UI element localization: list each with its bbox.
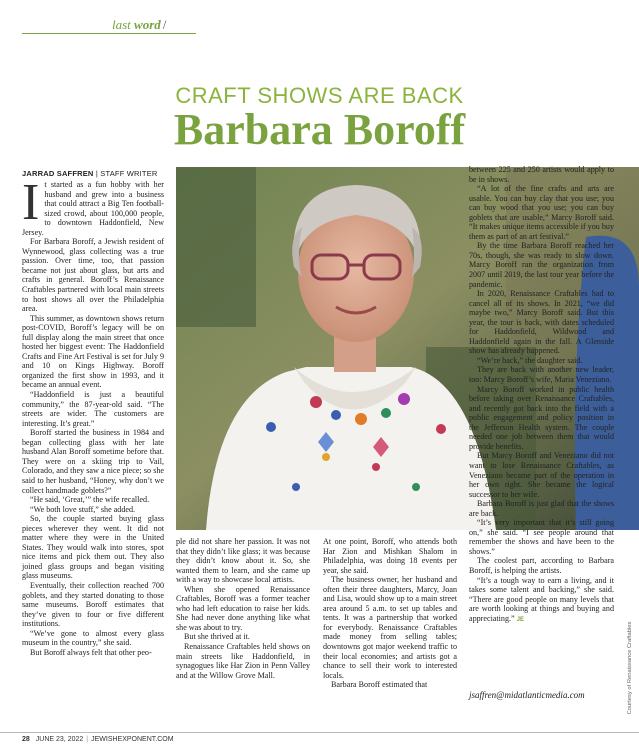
- footer-separator: |: [86, 736, 89, 743]
- author-email[interactable]: jsaffren@midatlanticmedia.com: [469, 690, 585, 700]
- paragraph: ple did not share her passion. It was not that they didn’t like glass; it was because they didn’t know about it. So, she wanted them to learn, and she came up with a way to showcase local artists.: [176, 537, 310, 585]
- paragraph: Barbara Boroff estimated that: [331, 680, 428, 690]
- paragraph: Marcy Boroff worked in public health before taking over Renaissance Craftables, and recently got back into the field with a public engagement and policy position in the Jefferson Health system. The couple needed one job between them that would provide benefits.: [469, 384, 614, 451]
- paragraph: Boroff started the business in 1984 and began collecting glass with her late husband Alan Boroff sometime before that. They were on a skiing trip to Vail, Colorado, and they saw a nice piece; so she said to her husband, “Honey, why don’t we collect handmade goblets?”: [22, 428, 164, 495]
- paragraph: It started as a fun hobby with her husband and grew into a business that could attract a Big Ten football-sized crowd, about 100,000 people, to downtown Haddonfield, New Jersey.: [22, 174, 164, 237]
- end-mark: JE: [516, 616, 524, 623]
- paragraph: They are back with another new leader, too: Marcy Boroff’s wife, Maria Veneziano.: [469, 365, 614, 385]
- paragraph: Barbara Boroff is just glad that the shows are back.: [469, 499, 614, 518]
- paragraph: But Marcy Boroff and Veneziano did not want to lose Renaissance Craftables, as Veneziano became part of the operation in her own right. She became the logical successor to her wife.: [469, 451, 614, 499]
- paragraph: When she opened Renaissance Craftables, Boroff was a former teacher who had left education to raise her kids. She had never done anything like what she was about to try.: [176, 584, 310, 632]
- column-2: [176, 537, 310, 680]
- footer-rule: [0, 732, 639, 733]
- paragraph: So, the couple started buying glass pieces wherever they went. It did not matter where they were in the United States. They would walk into stores, spot nice items and pick them out. They also joined glass groups and began visiting glass museums.: [22, 514, 164, 581]
- paragraph: Renaissance Craftables held shows on main streets like Haddonfield, in synagogues like Har Zion in Penn Valley and at the Willow Grove Mall.: [176, 642, 310, 680]
- paragraph: By the time Barbara Boroff reached her 70s, though, she was ready to slow down. Marcy Boroff ran the organization from 2007 until 2019, the last tour year before the pandemic.: [469, 241, 614, 289]
- byline-role: | STAFF WRITER: [93, 169, 158, 178]
- paragraph: But Boroff always felt that other peo-: [30, 647, 152, 657]
- column-4: [469, 165, 614, 625]
- paragraph: This summer, as downtown shows return post-COVID, Boroff’s legacy will be on full display along the main street that once hosted her biggest event: The Haddonfield Crafts and Fine Art Festival is set for July 9 and 10 on Kings Highway. Boroff organized the first show in 1993, and it became an annual event.: [22, 313, 164, 390]
- paragraph: “Haddonfield is just a beautiful community,” the 87-year-old said. “The streets are wider. The customers are interesting. It’s great.”: [22, 390, 164, 428]
- section-kicker: [112, 17, 166, 33]
- kicker-bold: word: [134, 17, 161, 32]
- paragraph: “It’s very important that it’s still going on,” she said. “I see people around that remember the shows and have been to the shows.”: [469, 518, 614, 556]
- issue-date: JUNE 23, 2022: [35, 736, 84, 743]
- paragraph: Eventually, their collection reached 700 goblets, and they started donating to those same museums. Boroff estimates that they’ve given to four or five different institutions.: [22, 580, 164, 629]
- paragraph: “We both love stuff,” she added.: [30, 504, 136, 514]
- paragraph: between 225 and 250 artists would apply to be in shows.: [469, 165, 614, 184]
- paragraph: “A lot of the fine crafts and arts are usable. You can buy clay that you use; you can buy wood that you use; you can buy goblets that are usable,” Marcy Boroff said. “It makes unique items accessible if you buy them as part of an art festival.”: [469, 184, 614, 241]
- paragraph: In 2020, Renaissance Craftables had to cancel all of its shows. In 2021, “we did maybe two,” Marcy Boroff said. But this year, the tour is back, with dates scheduled for Haddonfield, Wildwood and Haddonfield again in the fall. A Glenside show has already happened.: [469, 289, 614, 356]
- paragraph: The coolest part, according to Barbara Boroff, is helping the artists.: [469, 556, 614, 575]
- paragraph: But she thrived at it.: [184, 632, 250, 642]
- photo-credit: Courtesy of Renaissance Craftables: [627, 621, 633, 715]
- column-3: [323, 537, 457, 690]
- page-number: 28: [22, 736, 30, 743]
- paragraph: At one point, Boroff, who attends both Har Zion and Mishkan Shalom in Philadelphia, was doing 18 events per year, she said.: [323, 537, 457, 575]
- kicker-light: last: [112, 17, 135, 32]
- byline-author: JARRAD SAFFREN: [22, 169, 94, 178]
- site-link[interactable]: JEWISHEXPONENT.COM: [91, 736, 174, 743]
- footer: [22, 736, 174, 743]
- paragraph: For Barbara Boroff, a Jewish resident of Wynnewood, glass collecting was a true passion. Over time, too, that passion became not just about glass, but arts and crafts in general. Boroff’s Renaissance Craftables partnered with local main streets to host shows all over the Philadelphia area.: [22, 237, 164, 314]
- paragraph: “We’ve gone to almost every glass museum in the country,” she said.: [22, 628, 164, 648]
- headline: Barbara Boroff: [173, 105, 466, 154]
- paragraph: “It’s a tough way to earn a living, and it takes some talent and backing,” she said. “There are good people on many levels that are worth looking at things and buying and appreciating.” JE: [469, 575, 614, 623]
- paragraph: “We’re back,” the daughter said.: [477, 355, 583, 365]
- subhead: CRAFT SHOWS ARE BACK: [175, 83, 464, 108]
- paragraph: “He said, ‘Great,’” the wife recalled.: [30, 495, 150, 505]
- header-rule: [22, 33, 196, 34]
- column-1: [22, 165, 164, 657]
- paragraph: The business owner, her husband and often their three daughters, Marcy, Joan and Lisa, would show up to a main street area around 5 a.m. to set up tables and tents. It was a partnership that worked for everybody. Renaissance Craftables made money from selling tables; downtowns got major weekend traffic to their local economies; and artists got a chance to sell their work to interested locals.: [323, 575, 457, 680]
- kicker-slash: /: [162, 17, 167, 32]
- drop-cap: I: [22, 174, 40, 231]
